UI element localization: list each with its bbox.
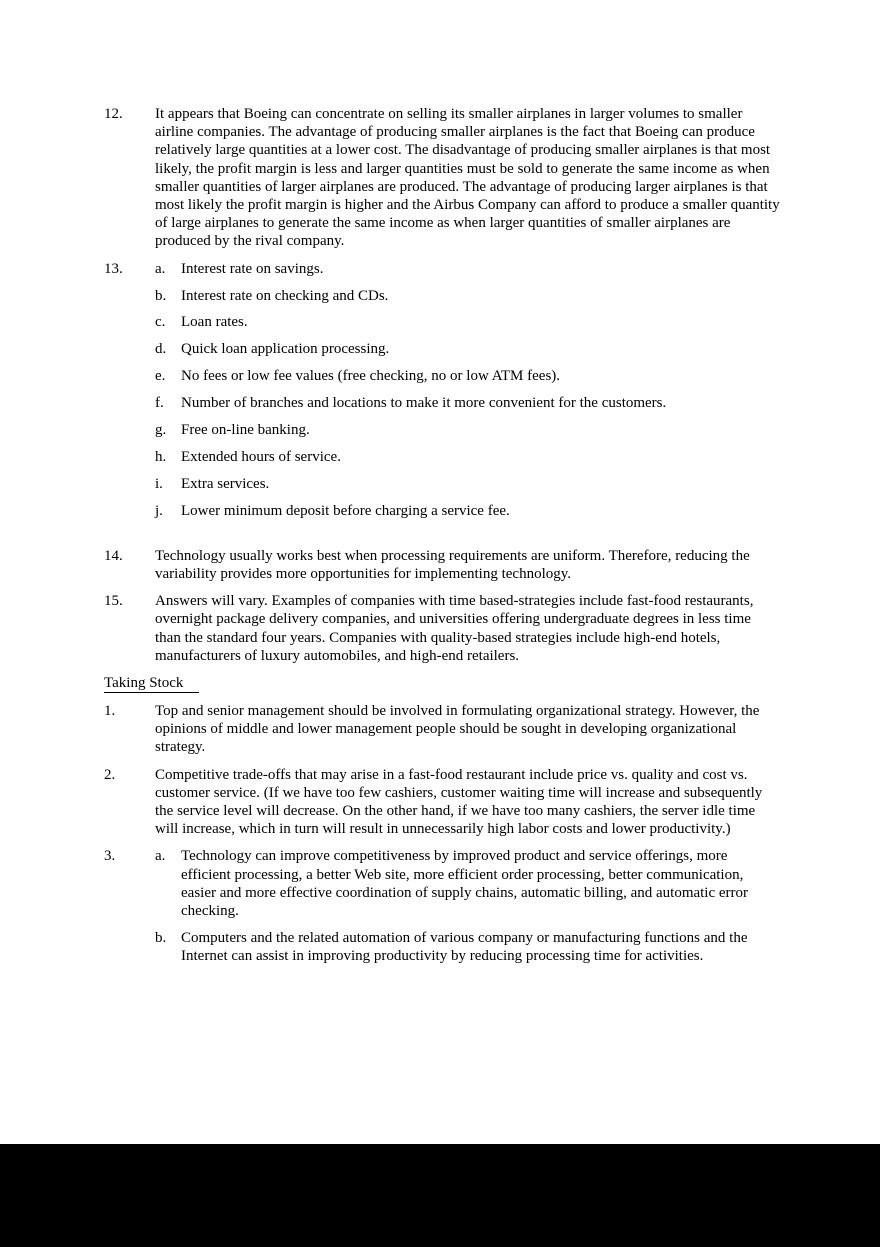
item-number: 14.: [104, 547, 123, 564]
sub-item: [155, 847, 780, 920]
sub-text: Loan rates.: [181, 314, 248, 331]
sub-item: [155, 929, 780, 965]
sub-list: [155, 260, 780, 520]
sub-letter: a.: [155, 260, 166, 277]
sub-item: [155, 313, 780, 331]
sub-letter: e.: [155, 368, 166, 385]
sub-item: [155, 260, 780, 278]
item-text: Competitive trade-offs that may arise in a fast-food restaurant include price vs. quality and cost vs. customer service. (If we have too few cashiers, customer waiting time will increase and subsequently the service level will decrease. On the other hand, if we have too many cashiers, the server idle time will increase, which in turn will result in unnecessarily high labor costs and lower productivity.): [155, 766, 763, 838]
sub-item: [155, 502, 780, 520]
spacer: [104, 529, 780, 547]
taking-stock-1: [104, 702, 780, 757]
item-text: It appears that Boeing can concentrate on selling its smaller airplanes in larger volumes to smaller airline companies. The advantage of producing smaller airplanes is the fact that Boeing can produce relatively large quantities at a lower cost. The disadvantage of producing smaller airplanes is that most likely, the profit margin is less and larger quantities must be sold to generate the same income as when smaller quantities of larger airplanes are produced. The advantage of producing larger airplanes is that most likely the profit margin is higher and the Airbus Company can afford to produce a smaller quantity of large airplanes to generate the same income as when larger quantities of smaller airplanes are produced by the rival company.: [155, 106, 780, 250]
sub-item: [155, 421, 780, 439]
item-number: 13.: [104, 260, 123, 277]
sub-item: [155, 367, 780, 385]
sub-text: Extra services.: [181, 475, 270, 492]
section-heading-taking-stock: [104, 674, 780, 693]
sub-text: Free on-line banking.: [181, 421, 310, 438]
sub-item: [155, 475, 780, 493]
item-number: 1.: [104, 703, 116, 720]
sub-letter: b.: [155, 929, 167, 946]
sub-letter: j.: [155, 502, 163, 519]
answer-12: [104, 105, 780, 251]
heading-text: Taking Stock: [104, 675, 199, 693]
sub-list: [155, 847, 780, 965]
taking-stock-3: [104, 847, 780, 965]
sub-text: Interest rate on savings.: [181, 260, 324, 277]
sub-letter: d.: [155, 341, 167, 358]
sub-item: [155, 448, 780, 466]
sub-text: Computers and the related automation of various company or manufacturing functions and the Internet can assist in improving productivity by reducing processing time for activities.: [181, 929, 748, 965]
sub-item: [155, 287, 780, 305]
sub-item: [155, 340, 780, 358]
item-number: 15.: [104, 593, 123, 610]
sub-text: Lower minimum deposit before charging a service fee.: [181, 502, 510, 519]
document-content: [104, 105, 780, 974]
sub-letter: b.: [155, 287, 167, 304]
item-number: 12.: [104, 106, 123, 122]
taking-stock-2: [104, 766, 780, 839]
sub-text: Technology can improve competitiveness by improved product and service offerings, more efficient processing, a better Web site, more efficient order processing, better communication, easier and more effective coordination of supply chains, automatic billing, and automatic error checking.: [181, 848, 749, 920]
item-text: Answers will vary. Examples of companies with time based-strategies include fast-food restaurants, overnight package delivery companies, and universities offering undergraduate degrees in less time than the standard four years. Companies with quality-based strategies include high-end hotels, manufacturers of luxury automobiles, and high-end retailers.: [155, 593, 754, 664]
sub-item: [155, 394, 780, 412]
answer-13: [104, 260, 780, 520]
sub-text: Extended hours of service.: [181, 448, 341, 465]
sub-text: Quick loan application processing.: [181, 341, 390, 358]
sub-text: Interest rate on checking and CDs.: [181, 287, 389, 304]
answer-15: [104, 592, 780, 665]
item-text: Technology usually works best when processing requirements are uniform. Therefore, reducing the variability provides more opportunities for implementing technology.: [155, 547, 750, 583]
sub-text: Number of branches and locations to make it more convenient for the customers.: [181, 395, 667, 412]
sub-letter: i.: [155, 475, 163, 492]
item-number: 2.: [104, 766, 116, 783]
black-footer-band: [0, 1144, 880, 1247]
sub-letter: a.: [155, 848, 166, 865]
answer-14: [104, 547, 780, 583]
sub-letter: c.: [155, 314, 166, 331]
sub-text: No fees or low fee values (free checking, no or low ATM fees).: [181, 368, 561, 385]
item-text: Top and senior management should be involved in formulating organizational strategy. However, the opinions of middle and lower management people should be sought in developing organizational strategy.: [155, 703, 760, 756]
item-number: 3.: [104, 848, 116, 865]
sub-letter: h.: [155, 448, 167, 465]
sub-letter: f.: [155, 395, 164, 412]
sub-letter: g.: [155, 421, 167, 438]
